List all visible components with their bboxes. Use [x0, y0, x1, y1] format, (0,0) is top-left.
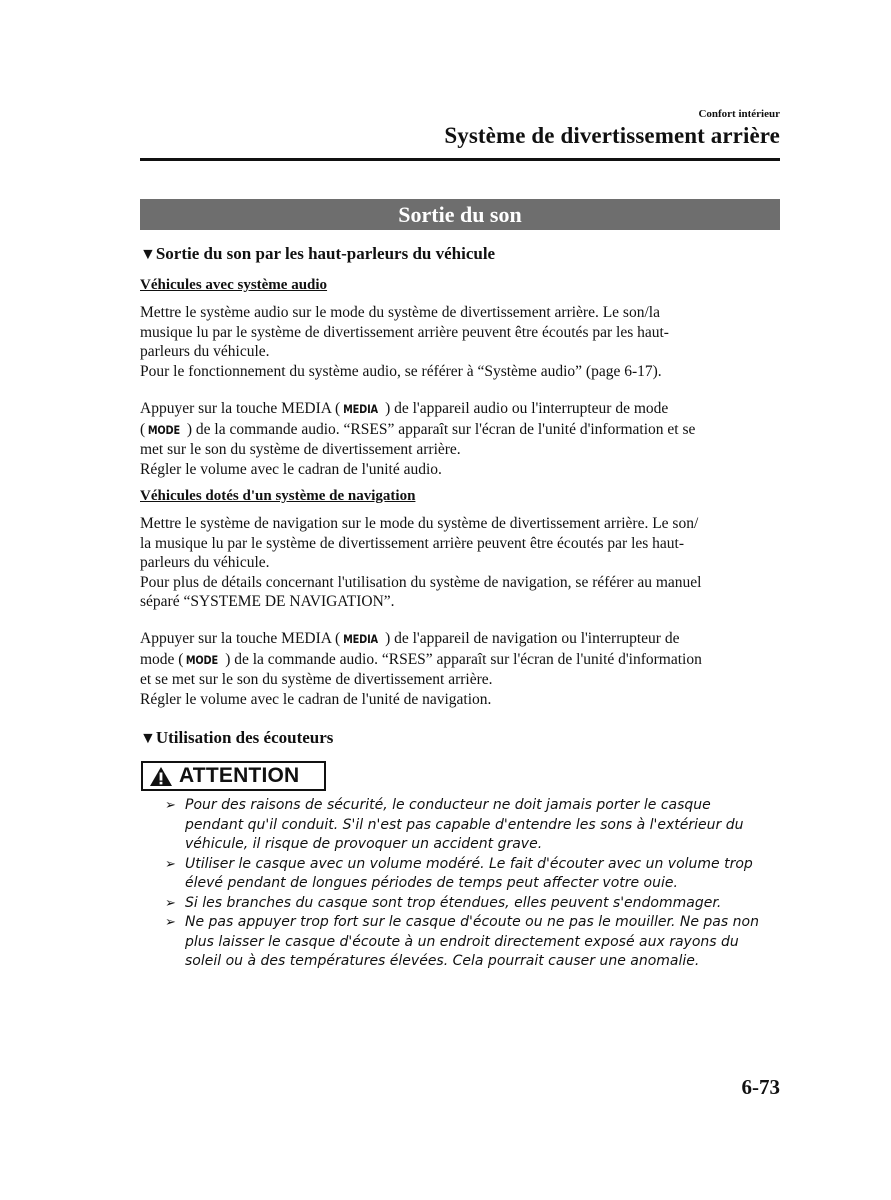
text-line: [140, 650, 780, 671]
text-line: la musique lu par le système de divertissement arrière peuvent être écoutés par les haut-: [140, 534, 685, 552]
mode-key-icon: MODE: [186, 652, 219, 667]
media-key-icon: MEDIA: [343, 402, 379, 416]
text-line: et se met sur le son du système de divertissement arrière.: [140, 671, 493, 688]
caution-item: [165, 894, 785, 914]
caution-line: élevé pendant de longues périodes de temps peut affecter votre ouie.: [185, 875, 678, 891]
text-line: met sur le son du système de divertissement arrière.: [140, 441, 461, 458]
caution-line: Utiliser le casque avec un volume modéré. Le fait d'écouter avec un volume trop: [185, 855, 753, 872]
audio-paragraph-1: [140, 303, 780, 381]
text-fragment: Appuyer sur la touche MEDIA (: [140, 630, 341, 647]
header-divider: [140, 158, 780, 161]
caution-list: [165, 796, 785, 972]
navigation-vehicles-heading: Véhicules dotés d'un système de navigation: [140, 488, 416, 504]
arrow-bullet-icon: ➢: [165, 798, 176, 813]
down-triangle-icon: ▼: [140, 246, 156, 263]
subheading-text: Utilisation des écouteurs: [155, 728, 334, 747]
caution-item: [165, 796, 785, 855]
attention-label: ATTENTION: [179, 764, 300, 787]
navigation-paragraph-2: [140, 629, 780, 709]
text-line: [140, 399, 780, 420]
page-title: Système de divertissement arrière: [444, 123, 780, 148]
text-fragment: ) de l'appareil audio ou l'interrupteur de mode: [381, 400, 669, 417]
arrow-bullet-icon: ➢: [165, 895, 176, 911]
caution-item: [165, 913, 785, 972]
warning-triangle-icon: [149, 766, 173, 787]
text-fragment: mode (: [140, 650, 184, 668]
caution-line: plus laisser le casque d'écoute à un endroit directement exposé aux rayons du: [185, 933, 739, 950]
down-triangle-icon: ▼: [140, 730, 156, 747]
text-line: [140, 629, 780, 650]
text-line: parleurs du véhicule.: [140, 343, 270, 360]
caution-line: pendant qu'il conduit. S'il n'est pas capable d'entendre les sons à l'extérieur du: [185, 816, 744, 833]
arrow-bullet-icon: ➢: [165, 915, 176, 930]
page-number: 6-73: [741, 1075, 780, 1099]
text-line: séparé “SYSTEME DE NAVIGATION”.: [140, 593, 395, 610]
subheading-text: Sortie du son par les haut-parleurs du véhicule: [155, 244, 496, 263]
attention-box: [141, 761, 326, 791]
text-line: parleurs du véhicule.: [140, 554, 270, 571]
text-line: Régler le volume avec le cadran de l'unité audio.: [140, 460, 442, 478]
text-line: Mettre le système de navigation sur le mode du système de divertissement arrière. Le son/: [140, 515, 699, 532]
text-fragment: (: [140, 420, 146, 438]
caution-line: Pour des raisons de sécurité, le conducteur ne doit jamais porter le casque: [185, 797, 711, 813]
caution-line: Si les branches du casque sont trop étendues, elles peuvent s'endommager.: [185, 894, 722, 911]
text-line: Pour plus de détails concernant l'utilisation du système de navigation, se référer au manuel: [140, 573, 702, 591]
section-label: Confort intérieur: [698, 108, 780, 120]
caution-item: [165, 855, 785, 894]
text-fragment: ) de l'appareil de navigation ou l'interrupteur de: [381, 630, 680, 647]
media-key-icon: MEDIA: [343, 632, 379, 646]
text-line: Mettre le système audio sur le mode du système de divertissement arrière. Le son/la: [140, 304, 660, 321]
subheading-speaker-output: [140, 244, 495, 264]
text-fragment: ) de la commande audio. “RSES” apparaît sur l'écran de l'unité d'information et se: [183, 420, 696, 438]
subheading-headphones: [140, 728, 333, 748]
arrow-bullet-icon: ➢: [165, 856, 176, 872]
text-line: musique lu par le système de divertissement arrière peuvent être écoutés par les haut-: [140, 323, 669, 341]
text-fragment: ) de la commande audio. “RSES” apparaît sur l'écran de l'unité d'information: [221, 650, 702, 668]
audio-vehicles-heading: Véhicules avec système audio: [140, 277, 328, 293]
text-line: [140, 420, 780, 441]
mode-key-icon: MODE: [148, 422, 181, 437]
text-line: Pour le fonctionnement du système audio, se référer à “Système audio” (page 6-17).: [140, 362, 662, 380]
section-banner: Sortie du son: [140, 199, 780, 230]
caution-line: véhicule, il risque de provoquer un accident grave.: [185, 836, 543, 852]
text-fragment: Appuyer sur la touche MEDIA (: [140, 400, 341, 417]
caution-line: Ne pas appuyer trop fort sur le casque d'écoute ou ne pas le mouiller. Ne pas non: [185, 914, 759, 930]
text-line: Régler le volume avec le cadran de l'unité de navigation.: [140, 690, 492, 708]
audio-paragraph-2: [140, 399, 780, 479]
navigation-paragraph-1: [140, 514, 780, 612]
caution-line: soleil ou à des températures élevées. Cela pourrait causer une anomalie.: [185, 953, 700, 969]
